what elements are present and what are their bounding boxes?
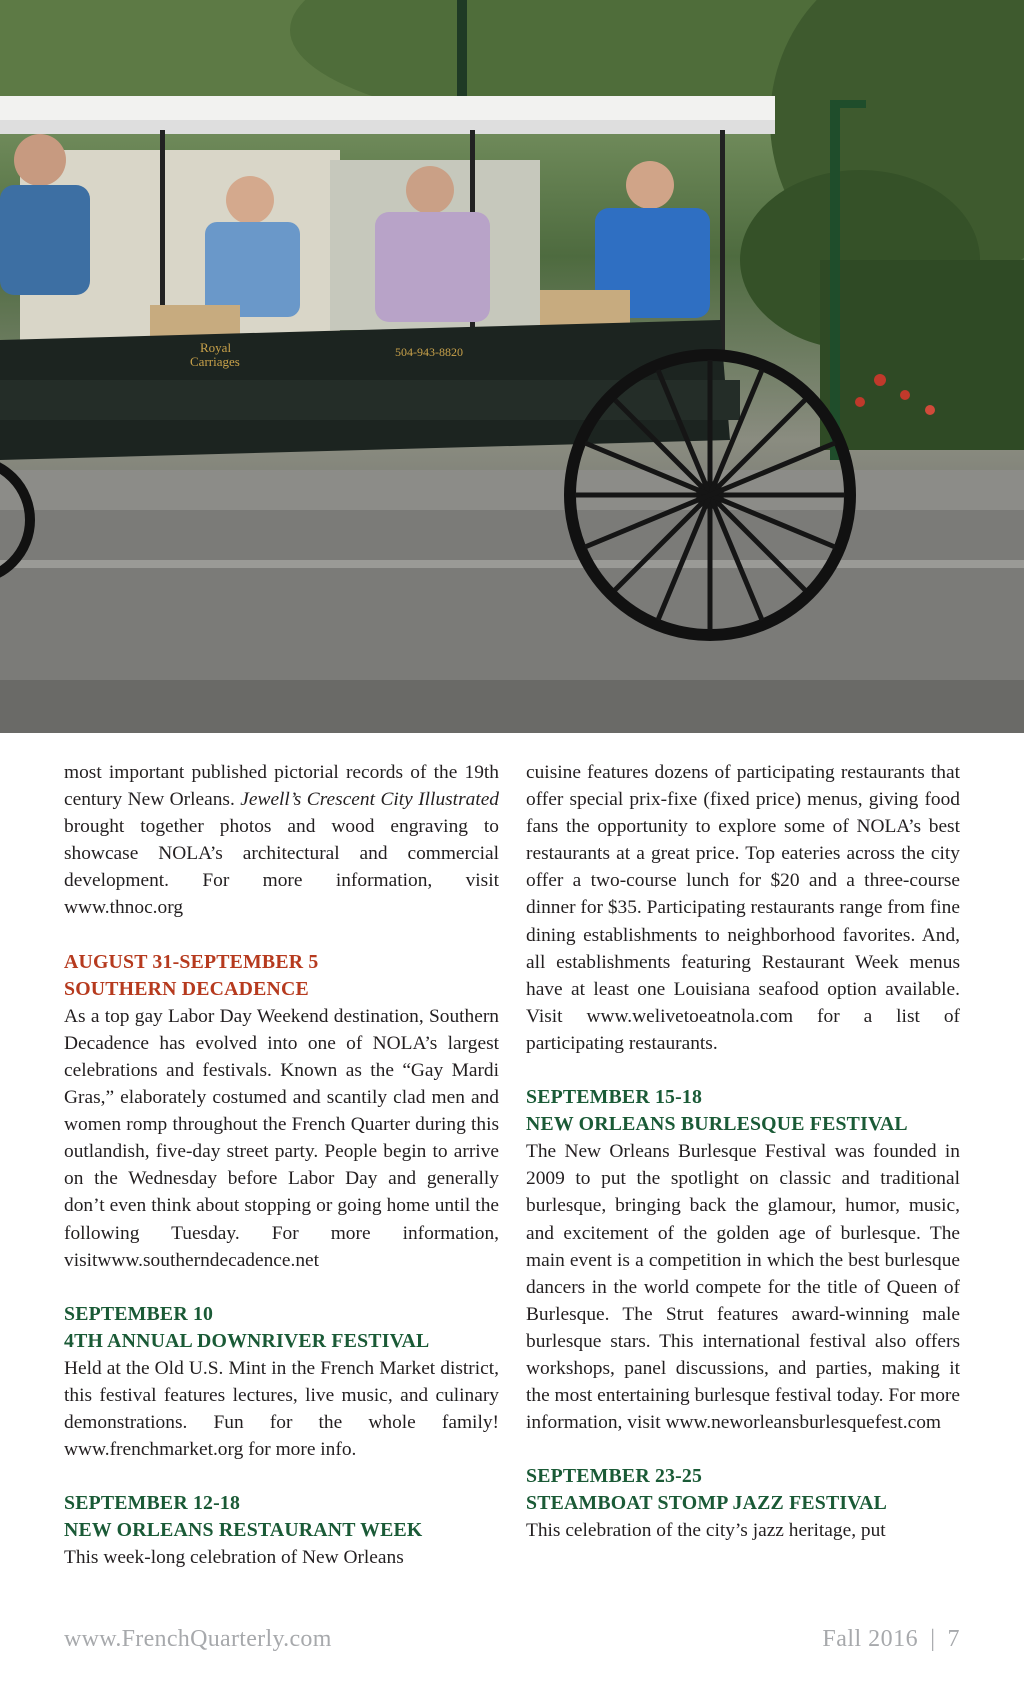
page-footer [0,1626,1024,1666]
event-date: SEPTEMBER 10 [64,1302,214,1325]
footer-issue [822,1626,960,1653]
svg-text:504-943-8820: 504-943-8820 [395,345,463,359]
event-date: SEPTEMBER 23-25 [526,1465,703,1488]
event-body: Held at the Old U.S. Mint in the French Market district, this festival features lectures, live music, and culinary demonstrations. Fun for the whole family! www.frenchmarket.org for more info. [64,1357,499,1461]
svg-text:Royal: Royal [200,340,232,355]
page-number: 7 [947,1626,960,1652]
intro-text: most important published pictorial records of the 19th century New Orleans. [64,762,499,811]
footer-separator: | [930,1626,936,1652]
carriage-photo [0,0,1024,733]
footer-website: www.FrenchQuarterly.com [64,1626,332,1652]
carriage-photo-illustration [0,0,1024,733]
right-text-column [526,759,960,1545]
intro-text-rest: brought together photos and wood engraving to showcase NOLA’s architectural and commercial development. For more information, visit www.thnoc.org [64,816,499,919]
footer-issue-label: Fall 2016 [822,1626,919,1652]
intro-paragraph: cuisine features dozens of participating restaurants that offer special prix-fixe (fixed price) menus, giving food fans the opportunity to explore some of NOLA’s best restaurants at a great price. Top eateries across the city offer a two-course lunch for $20 and a three-course dinner for $35. Participating restaurants range from fine dining establishments to neighborhood favorites. And, all establishments featuring Restaurant Week menus have at least one Louisiana seafood option available. Visit www.welivetoeatnola.com for a list of participating restaurants. [526,762,960,1054]
event-body: The New Orleans Burlesque Festival was founded in 2009 to put the spotlight on classic and traditional burlesque, bringing back the glamour, humor, music, and excitement of the golden age of burlesque. The main event is a competition in which the best burlesque dancers in the world compete for the title of Queen of Burlesque. The Strut features award-winning male burlesque stars. This international festival also offers workshops, panel discussions, and parties, making it the most entertaining burlesque festival today. For more information, visit www.neworleansburlesquefest.com [526,1141,960,1434]
svg-text:Carriages: Carriages [190,354,240,369]
intro-paragraph [64,759,499,922]
left-text-column [64,759,499,1572]
event-title: SOUTHERN DECADENCE [64,977,309,1000]
event-body: As a top gay Labor Day Weekend destination, Southern Decadence has evolved into one of NOLA’s largest celebrations and festivals. Known as the “Gay Mardi Gras,” elaborately costumed and scantily clad men and women romp throughout the French Quarter during this outlandish, five-day street party. People begin to arrive on the Wednesday before Labor Day and generally don’t even think about stopping or going home until the following Tuesday. For more information, visitwww.southerndecadence.net [64,1005,499,1271]
event-title: 4TH ANNUAL DOWNRIVER FESTIVAL [64,1329,430,1352]
intro-italic-title: Jewell’s Crescent City Illustrated [240,789,500,811]
event-title: NEW ORLEANS RESTAURANT WEEK [64,1519,423,1542]
event-date: SEPTEMBER 15-18 [526,1086,703,1109]
event-body: This week-long celebration of New Orleans [64,1547,404,1569]
event-title: STEAMBOAT STOMP JAZZ FESTIVAL [526,1492,888,1515]
event-date: AUGUST 31-SEPTEMBER 5 [64,950,319,973]
event-date: SEPTEMBER 12-18 [64,1492,241,1515]
event-body: This celebration of the city’s jazz heritage, put [526,1520,886,1542]
event-title: NEW ORLEANS BURLESQUE FESTIVAL [526,1113,908,1136]
